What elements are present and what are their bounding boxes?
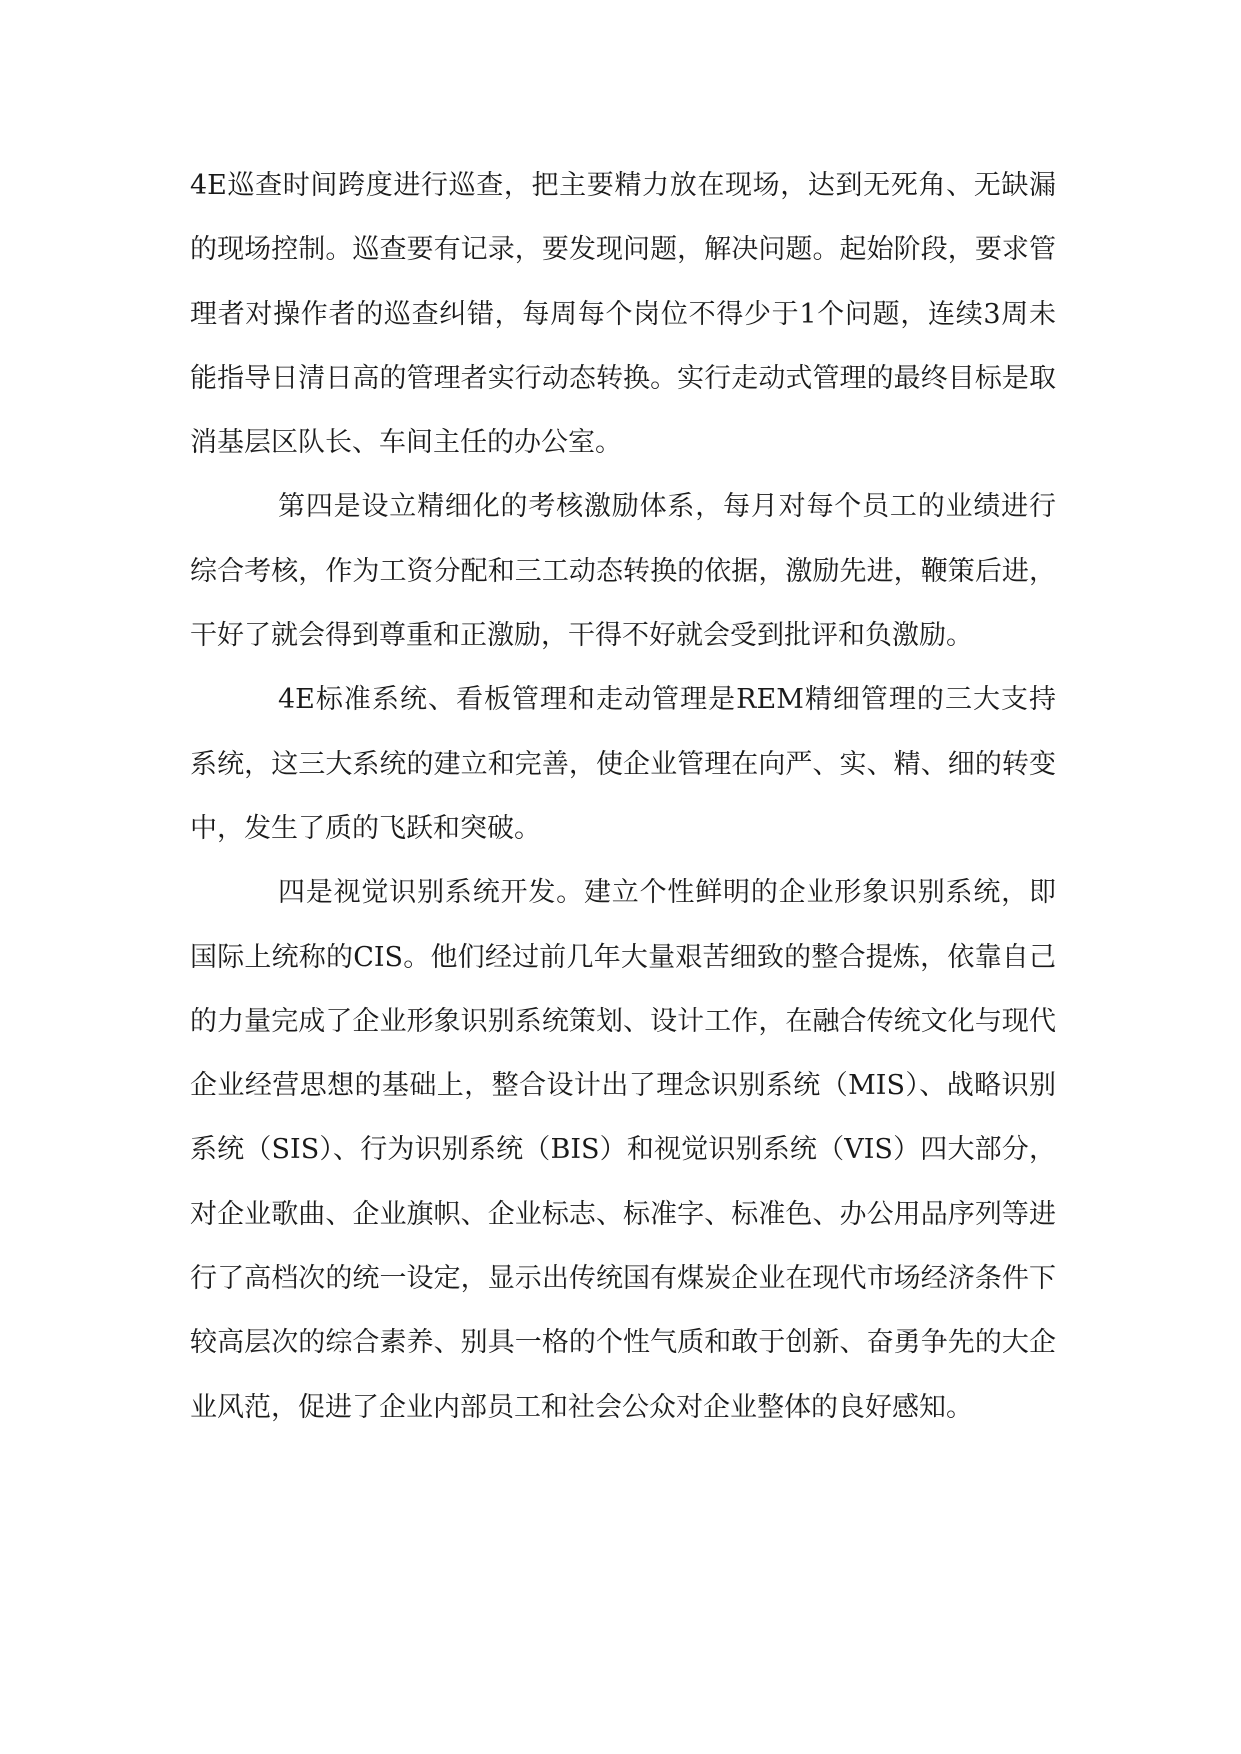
paragraph-1: 4E巡查时间跨度进行巡查，把主要精力放在现场，达到无死角、无缺漏的现场控制。巡查要有记录，要发现问题，解决问题。起始阶段，要求管理者对操作者的巡查纠错，每周每个岗位不得少于1个问题，连续3周未能指导日清日高的管理者实行动态转换。实行走动式管理的最终目标是取消基层区队长、车间主任的办公室。: [190, 170, 1056, 459]
paragraph-2: 第四是设立精细化的考核激励体系，每月对每个员工的业绩进行综合考核，作为工资分配和三工动态转换的依据，激励先进，鞭策后进，干好了就会得到尊重和正激励，干得不好就会受到批评和负激励。: [190, 491, 1056, 652]
paragraph-4: 四是视觉识别系统开发。建立个性鲜明的企业形象识别系统，即国际上统称的CIS。他们经过前几年大量艰苦细致的整合提炼，依靠自己的力量完成了企业形象识别系统策划、设计工作，在融合传统文化与现代企业经营思想的基础上，整合设计出了理念识别系统（MIS）、战略识别系统（SIS）、行为识别系统（BIS）和视觉识别系统（VIS）四大部分，对企业歌曲、企业旗帜、企业标志、标准字、标准色、办公用品序列等进行了高档次的统一设定，显示出传统国有煤炭企业在现代市场经济条件下较高层次的综合素养、别具一格的个性气质和敢于创新、奋勇争先的大企业风范，促进了企业内部员工和社会公众对企业整体的良好感知。: [190, 877, 1056, 1423]
paragraph-3: 4E标准系统、看板管理和走动管理是REM精细管理的三大支持系统，这三大系统的建立和完善，使企业管理在向严、实、精、细的转变中，发生了质的飞跃和突破。: [190, 684, 1056, 844]
document-body: [190, 154, 1056, 1440]
